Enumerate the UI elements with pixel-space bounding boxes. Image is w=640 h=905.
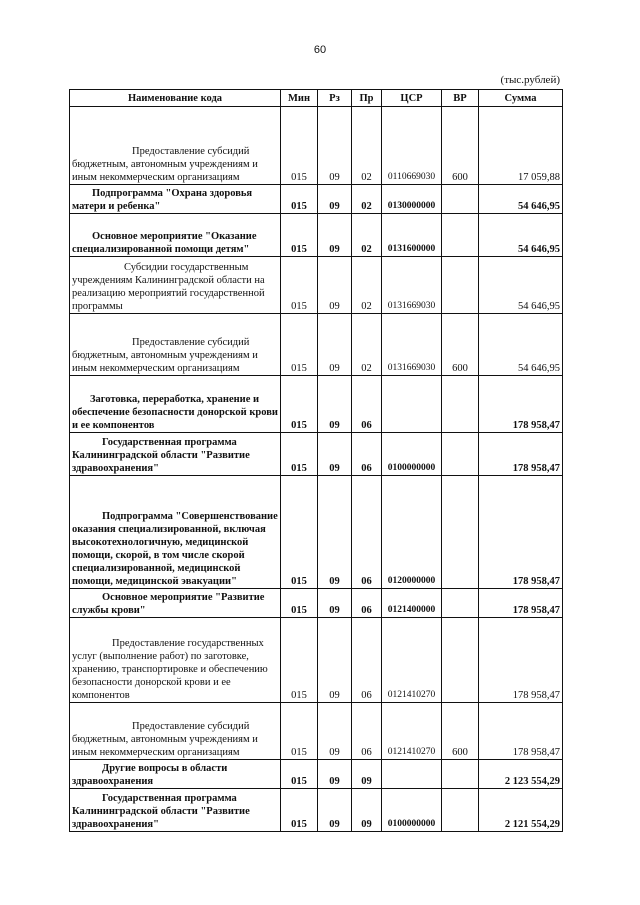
row-sum: 54 646,95 [479, 214, 563, 257]
row-min: 015 [281, 185, 318, 214]
row-name: Субсидии государственным учреждениям Калининградской области на реализацию мероприятий государственной программы [70, 257, 281, 314]
row-pr: 06 [352, 618, 382, 703]
table-row [70, 257, 563, 314]
row-rz: 09 [318, 618, 352, 703]
row-name: Государственная программа Калининградской области "Развитие здравоохранения" [70, 433, 281, 476]
row-sum: 178 958,47 [479, 433, 563, 476]
units-note: (тыс.рублей) [500, 74, 560, 86]
row-rz: 09 [318, 433, 352, 476]
row-name: Основное мероприятие "Оказание специализированной помощи детям" [70, 214, 281, 257]
row-min: 015 [281, 314, 318, 376]
row-vr [442, 257, 479, 314]
row-vr: 600 [442, 703, 479, 760]
row-min: 015 [281, 760, 318, 789]
row-pr: 06 [352, 589, 382, 618]
row-pr: 02 [352, 214, 382, 257]
table-row [70, 703, 563, 760]
row-csr: 0121410270 [382, 703, 442, 760]
row-pr: 06 [352, 703, 382, 760]
row-min: 015 [281, 589, 318, 618]
row-csr: 0121410270 [382, 618, 442, 703]
row-sum: 178 958,47 [479, 589, 563, 618]
row-rz: 09 [318, 257, 352, 314]
row-vr [442, 433, 479, 476]
table-row [70, 433, 563, 476]
row-name: Основное мероприятие "Развитие службы крови" [70, 589, 281, 618]
row-vr: 600 [442, 107, 479, 185]
header-name: Наименование кода [70, 90, 281, 107]
row-name: Государственная программа Калининградской области "Развитие здравоохранения" [70, 789, 281, 832]
table-row [70, 376, 563, 433]
row-sum: 54 646,95 [479, 257, 563, 314]
row-rz: 09 [318, 214, 352, 257]
row-sum: 54 646,95 [479, 185, 563, 214]
row-min: 015 [281, 433, 318, 476]
row-sum: 178 958,47 [479, 476, 563, 589]
row-pr: 02 [352, 257, 382, 314]
row-pr: 06 [352, 433, 382, 476]
row-pr: 09 [352, 789, 382, 832]
row-name: Предоставление субсидий бюджетным, автономным учреждениям и иным некоммерческим организациям [70, 314, 281, 376]
header-min: Мин [281, 90, 318, 107]
row-csr: 0100000000 [382, 433, 442, 476]
header-sum: Сумма [479, 90, 563, 107]
row-min: 015 [281, 107, 318, 185]
row-name: Предоставление государственных услуг (выполнение работ) по заготовке, хранению, транспортировке и обеспечению безопасности донорской крови и ее компонентов [70, 618, 281, 703]
page-number: 60 [313, 44, 327, 56]
row-name: Подпрограмма "Совершенствование оказания специализированной, включая высокотехнологичную, медицинской помощи, скорой, в том числе скорой специализированной, медицинской помощи, медицинской эвакуации" [70, 476, 281, 589]
row-pr: 02 [352, 185, 382, 214]
table-row [70, 476, 563, 589]
budget-table [69, 89, 563, 832]
row-csr: 0110669030 [382, 107, 442, 185]
row-pr: 02 [352, 107, 382, 185]
row-name: Подпрограмма "Охрана здоровья матери и ребенка" [70, 185, 281, 214]
table-row [70, 107, 563, 185]
row-min: 015 [281, 257, 318, 314]
row-min: 015 [281, 376, 318, 433]
row-vr [442, 185, 479, 214]
row-csr: 0131669030 [382, 314, 442, 376]
row-rz: 09 [318, 703, 352, 760]
row-name: Предоставление субсидий бюджетным, автономным учреждениям и иным некоммерческим организациям [70, 703, 281, 760]
table-row [70, 789, 563, 832]
row-min: 015 [281, 214, 318, 257]
row-rz: 09 [318, 107, 352, 185]
table-header-row [70, 90, 563, 107]
row-sum: 17 059,88 [479, 107, 563, 185]
row-csr [382, 760, 442, 789]
row-vr [442, 789, 479, 832]
table-row [70, 589, 563, 618]
row-min: 015 [281, 703, 318, 760]
row-rz: 09 [318, 789, 352, 832]
row-pr: 09 [352, 760, 382, 789]
row-pr: 06 [352, 376, 382, 433]
row-rz: 09 [318, 476, 352, 589]
row-sum: 54 646,95 [479, 314, 563, 376]
row-csr: 0120000000 [382, 476, 442, 589]
row-name: Заготовка, переработка, хранение и обеспечение безопасности донорской крови и ее компонентов [70, 376, 281, 433]
header-vr: ВР [442, 90, 479, 107]
row-csr: 0121400000 [382, 589, 442, 618]
row-min: 015 [281, 789, 318, 832]
row-csr: 0131669030 [382, 257, 442, 314]
table-row [70, 214, 563, 257]
row-rz: 09 [318, 760, 352, 789]
row-min: 015 [281, 476, 318, 589]
row-csr: 0130000000 [382, 185, 442, 214]
row-name: Другие вопросы в области здравоохранения [70, 760, 281, 789]
row-vr [442, 589, 479, 618]
row-rz: 09 [318, 185, 352, 214]
table-row [70, 618, 563, 703]
header-pr: Пр [352, 90, 382, 107]
row-vr [442, 618, 479, 703]
row-sum: 178 958,47 [479, 376, 563, 433]
row-pr: 02 [352, 314, 382, 376]
row-sum: 2 121 554,29 [479, 789, 563, 832]
row-sum: 178 958,47 [479, 618, 563, 703]
row-rz: 09 [318, 589, 352, 618]
table-row [70, 314, 563, 376]
row-sum: 2 123 554,29 [479, 760, 563, 789]
header-rz: Рз [318, 90, 352, 107]
table-row [70, 185, 563, 214]
table-row [70, 760, 563, 789]
row-pr: 06 [352, 476, 382, 589]
row-csr [382, 376, 442, 433]
row-min: 015 [281, 618, 318, 703]
row-sum: 178 958,47 [479, 703, 563, 760]
row-vr [442, 214, 479, 257]
row-rz: 09 [318, 376, 352, 433]
row-vr [442, 376, 479, 433]
row-name: Предоставление субсидий бюджетным, автономным учреждениям и иным некоммерческим организациям [70, 107, 281, 185]
row-vr [442, 760, 479, 789]
row-csr: 0131600000 [382, 214, 442, 257]
row-vr: 600 [442, 314, 479, 376]
row-csr: 0100000000 [382, 789, 442, 832]
row-rz: 09 [318, 314, 352, 376]
row-vr [442, 476, 479, 589]
header-csr: ЦСР [382, 90, 442, 107]
